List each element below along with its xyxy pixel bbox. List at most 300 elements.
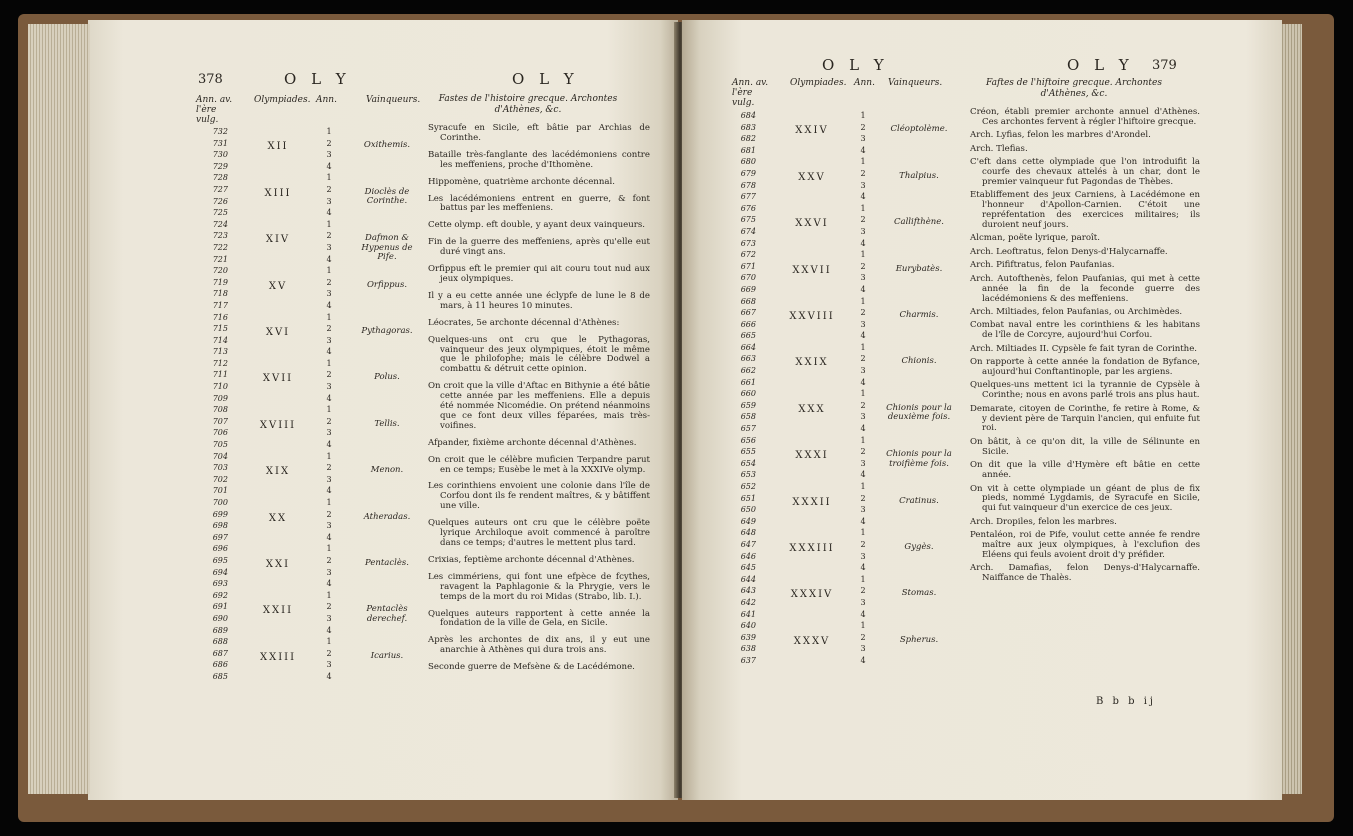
year-label: 706 <box>212 428 228 438</box>
year-label: 641 <box>740 609 756 619</box>
anno-label: 3 <box>326 660 332 670</box>
olympiad-numeral: XXII <box>262 605 294 617</box>
year-label: 699 <box>212 509 228 519</box>
anno-label: 2 <box>860 354 866 364</box>
year-label: 717 <box>212 300 228 310</box>
running-head: O L Y <box>822 56 889 74</box>
year-label: 642 <box>740 597 756 607</box>
olympiad-numeral: XXVIII <box>789 311 835 322</box>
anno-label: 2 <box>860 400 866 410</box>
year-label: 664 <box>740 342 756 352</box>
anno-label: 3 <box>326 567 332 577</box>
anno-label: 1 <box>326 544 332 554</box>
anno-label: 1 <box>326 173 332 183</box>
anno-label: 3 <box>326 521 332 531</box>
year-label: 644 <box>740 574 756 584</box>
year-label: 724 <box>212 219 228 229</box>
fasti-entry: Les lacédémoniens entrent en guerre, & font battus par les meffeniens. <box>428 193 650 214</box>
year-label: 657 <box>740 424 756 434</box>
year-label: 640 <box>740 621 756 631</box>
fasti-entry: On dit que la ville d'Hymère eft bâtie en cette année. <box>970 460 1200 481</box>
olympiad-numeral: XXVII <box>792 264 832 276</box>
year-label: 653 <box>740 470 756 480</box>
year-label: 661 <box>740 377 756 387</box>
year-label: 648 <box>740 528 756 538</box>
year-label: 722 <box>212 242 228 252</box>
year-label: 674 <box>740 226 756 236</box>
year-label: 668 <box>740 296 756 306</box>
anno-label: 4 <box>860 192 866 202</box>
victor-name: Spherus. <box>899 634 939 645</box>
anno-label: 1 <box>326 498 332 507</box>
col-header-victors: Vainqueurs. <box>888 78 943 88</box>
olympiad-numeral: XXIV <box>795 125 829 137</box>
anno-label: 4 <box>326 532 332 542</box>
fasti-entry: Combat naval entre les corinthiens & les habitans de l'île de Corcyre, aujourd'hui Corfou. <box>970 320 1200 341</box>
anno-label: 2 <box>326 324 332 334</box>
year-label: 646 <box>740 551 756 561</box>
year-label: 709 <box>212 393 228 403</box>
year-label: 678 <box>740 180 756 190</box>
col-header-olympiads: Olympiades. <box>790 78 847 88</box>
fasti-entry: Crixias, feptième archonte décennal d'Athènes. <box>428 554 635 565</box>
anno-label: 1 <box>326 405 332 415</box>
anno-label: 4 <box>326 486 332 496</box>
anno-label: 3 <box>326 335 332 345</box>
anno-label: 4 <box>326 393 332 403</box>
olympiad-numeral: XVII <box>262 373 294 385</box>
year-label: 726 <box>212 196 228 206</box>
anno-label: 3 <box>326 242 332 252</box>
anno-label: 3 <box>860 597 866 607</box>
year-label: 729 <box>212 161 228 171</box>
fasti-entry: Après les archontes de dix ans, il y eut une anarchie à Athènes qui dura trois ans. <box>428 635 650 656</box>
anno-label: 2 <box>326 602 332 612</box>
year-label: 708 <box>212 405 228 415</box>
anno-label: 3 <box>326 613 332 623</box>
anno-label: 2 <box>326 463 332 473</box>
anno-label: 4 <box>326 347 332 357</box>
anno-label: 3 <box>860 412 866 422</box>
anno-label: 2 <box>326 277 332 287</box>
year-label: 710 <box>212 382 228 392</box>
col-header-fasti: Fastes de l'histoire grecque. Archontes d'Athènes, &c. <box>438 94 618 115</box>
victor-name: Orfippus. <box>366 279 408 290</box>
year-label: 730 <box>212 150 228 160</box>
year-label: 720 <box>212 266 228 276</box>
anno-label: 1 <box>860 157 866 167</box>
fasti-entry: Les cimmériens, qui font une efpèce de fcythes, ravagent la Paphlagonie & la Phrygie, vers le temps de la mort du roi Midas (Strabo, lib. I.). <box>428 571 650 602</box>
year-label: 639 <box>740 632 756 642</box>
anno-label: 3 <box>860 458 866 468</box>
year-label: 693 <box>212 579 228 589</box>
anno-label: 4 <box>326 300 332 310</box>
year-label: 677 <box>740 192 756 202</box>
anno-label: 1 <box>860 621 866 631</box>
fasti-entry: Alcman, poëte lyrique, paroît. <box>970 233 1100 244</box>
year-label: 672 <box>740 250 756 260</box>
fasti-entry: Quelques-uns mettent ici la tyrannie de Cypsèle à Corinthe; nous en avons parlé trois ans plus haut. <box>970 380 1200 401</box>
fasti-entry: Quelques auteurs rapportent à cette année la fondation de la ville de Gela, en Sicile. <box>428 608 650 629</box>
year-label: 652 <box>740 482 756 491</box>
fasti-entry: Arch. Damafias, felon Denys-d'Halycarnaffe. Naiffance de Thalès. <box>970 563 1200 584</box>
anno-label: 4 <box>860 655 866 665</box>
year-label: 659 <box>740 400 756 410</box>
col-header-olympiads: Olympiades. <box>254 95 311 105</box>
victor-name: Charmis. <box>899 310 939 320</box>
anno-label: 2 <box>860 215 866 225</box>
anno-label: 4 <box>860 424 866 434</box>
year-label: 701 <box>212 486 228 496</box>
olympiad-numeral: XXXI <box>795 450 829 462</box>
fasti-entry: Arch. Leoftratus, felon Denys-d'Halycarnaffe. <box>970 246 1168 257</box>
year-label: 647 <box>740 539 756 549</box>
anno-label: 2 <box>860 261 866 271</box>
anno-label: 3 <box>326 428 332 438</box>
anno-label: 1 <box>860 574 866 584</box>
year-label: 663 <box>740 354 756 364</box>
fasti-entry: On croit que le célèbre muficien Terpandre parut en ce temps; Eusèbe le met à la XXXIVe olymp. <box>428 454 650 475</box>
anno-label: 1 <box>326 266 332 276</box>
anno-label: 3 <box>860 644 866 654</box>
olympiad-numeral: XXX <box>798 403 826 415</box>
year-label: 687 <box>212 648 228 658</box>
anno-label: 2 <box>326 231 332 241</box>
year-label: 681 <box>740 145 756 155</box>
anno-label: 2 <box>326 416 332 426</box>
year-label: 666 <box>740 319 756 329</box>
year-label: 712 <box>212 358 228 368</box>
fasti-entry: Fin de la guerre des meffeniens, après qu'elle eut duré vingt ans. <box>428 237 650 258</box>
year-label: 685 <box>212 671 228 681</box>
olympiad-numeral: XIX <box>265 466 291 478</box>
victor-name: Dafmon & Hypenus de Pife. <box>361 233 413 263</box>
anno-label: 1 <box>860 528 866 538</box>
year-label: 637 <box>740 655 756 665</box>
right-page-edges <box>1280 24 1302 794</box>
fasti-entry: On croit que la ville d'Aftac en Bithynie a été bâtie cette année par les meffeniens. Elle a depuis été nommée Nicomédie. On prétend néanmoins que ce font deux villes féparées, mais très-voifines. <box>428 381 650 431</box>
anno-label: 1 <box>860 435 866 445</box>
anno-label: 4 <box>326 671 332 681</box>
year-label: 700 <box>212 498 228 507</box>
anno-label: 3 <box>326 150 332 160</box>
anno-label: 2 <box>326 648 332 658</box>
col-header-victors: Vainqueurs. <box>366 95 421 105</box>
running-head: O L Y <box>512 70 579 88</box>
fasti-entry: Arch. Miltiades, felon Paufanias, ou Archimèdes. <box>970 306 1183 317</box>
year-label: 691 <box>212 602 228 612</box>
running-head: O L Y <box>1067 56 1134 74</box>
col-header-anno: Ann. <box>316 95 337 105</box>
year-label: 680 <box>740 157 756 167</box>
year-label: 704 <box>212 451 228 461</box>
anno-label: 2 <box>860 539 866 549</box>
year-label: 713 <box>212 347 228 357</box>
anno-label: 4 <box>326 208 332 218</box>
olympiad-numeral: XXI <box>265 559 291 570</box>
year-label: 651 <box>740 493 756 503</box>
year-label: 702 <box>212 474 228 484</box>
anno-label: 1 <box>326 127 332 136</box>
olympiad-numeral: XXXIV <box>790 589 834 601</box>
year-label: 645 <box>740 563 756 573</box>
fasti-entry: Cette olymp. eft double, y ayant deux vainqueurs. <box>428 220 646 231</box>
anno-label: 4 <box>860 563 866 573</box>
fasti-entry: Syracufe en Sicile, eft bâtie par Archias de Corinthe. <box>428 123 650 143</box>
year-label: 655 <box>740 447 756 457</box>
fasti-entry: Seconde guerre de Mefsène & de Lacédémone. <box>428 662 635 673</box>
anno-label: 1 <box>860 203 866 213</box>
fasti-text <box>428 124 650 680</box>
anno-label: 4 <box>326 579 332 589</box>
victor-name: Callifthène. <box>894 217 944 228</box>
year-label: 684 <box>740 111 756 120</box>
olympiad-numeral: XV <box>268 280 288 292</box>
year-label: 705 <box>212 440 228 450</box>
anno-label: 2 <box>326 184 332 194</box>
year-label: 669 <box>740 284 756 294</box>
year-label: 673 <box>740 238 756 248</box>
anno-label: 3 <box>860 134 866 144</box>
fasti-entry: Arch. Dropiles, felon les marbres. <box>970 516 1117 527</box>
anno-label: 2 <box>860 308 866 318</box>
year-column <box>726 110 756 667</box>
left-page-edges-front <box>28 24 90 794</box>
fasti-entry: Bataille très-fanglante des lacédémoniens contre les meffeniens, proche d'Ithomène. <box>428 149 650 170</box>
anno-label: 1 <box>326 590 332 600</box>
anno-label: 3 <box>326 289 332 299</box>
victor-name: Eurybatès. <box>895 263 943 274</box>
fasti-entry: On bâtit, à ce qu'on dit, la ville de Sélinunte en Sicile. <box>970 436 1200 457</box>
victor-name: Stomas. <box>901 588 937 599</box>
left-page <box>88 20 678 800</box>
anno-label: 2 <box>860 493 866 503</box>
victor-name: Chionis pour la troifième fois. <box>886 449 952 469</box>
year-label: 715 <box>212 324 228 334</box>
anno-label: 1 <box>326 219 332 229</box>
col-header-year: Ann. av. l'ère vulg. <box>196 95 233 125</box>
victor-name: Thalpius. <box>899 170 939 181</box>
anno-label: 3 <box>860 366 866 376</box>
fasti-entry: Créon, établi premier archonte annuel d'Athènes. Ces archontes fervent à régler l'hiftoire grecque. <box>970 107 1200 127</box>
anno-label: 2 <box>326 370 332 380</box>
anno-label: 2 <box>860 632 866 642</box>
fasti-entry: Les corinthiens envoient une colonie dans l'île de Corfou dont ils fe rendent maîtres, & y bâtiffent une ville. <box>428 481 650 512</box>
victor-name: Pentaclès. <box>365 558 409 568</box>
victor-name: Polus. <box>374 372 400 383</box>
fasti-entry: Etabliffement des jeux Carniens, à Lacédémone en l'honneur d'Apollon-Carnien. C'étoit une repréfentation des exercices militaires; ils duroient neuf jours. <box>970 190 1200 231</box>
fasti-entry: Il y a eu cette année une éclypfe de lune le 8 de mars, à 11 heures 10 minutes. <box>428 290 650 311</box>
year-label: 686 <box>212 660 228 670</box>
anno-label: 4 <box>326 625 332 635</box>
anno-label: 3 <box>860 505 866 515</box>
year-label: 660 <box>740 389 756 399</box>
year-label: 638 <box>740 644 756 654</box>
anno-label: 4 <box>860 516 866 526</box>
anno-label: 3 <box>860 319 866 329</box>
year-label: 728 <box>212 173 228 183</box>
anno-label: 4 <box>860 609 866 619</box>
anno-label: 4 <box>326 161 332 171</box>
page-number: 379 <box>1152 58 1177 73</box>
anno-label: 4 <box>326 440 332 450</box>
fasti-text <box>970 108 1200 588</box>
year-label: 707 <box>212 416 228 426</box>
anno-label: 3 <box>326 196 332 206</box>
anno-label: 3 <box>860 273 866 283</box>
victor-name: Pentaclès derechef. <box>366 604 408 624</box>
year-label: 721 <box>212 254 228 264</box>
fasti-entry: Léocrates, 5e archonte décennal d'Athènes: <box>428 317 620 328</box>
anno-label: 1 <box>326 358 332 368</box>
fasti-entry: Arch. Lyfias, felon les marbres d'Arondel. <box>970 130 1151 141</box>
anno-label: 2 <box>860 168 866 178</box>
year-column <box>198 126 228 683</box>
anno-column <box>324 126 334 683</box>
year-label: 731 <box>212 138 228 148</box>
victor-name: Oxithemis. <box>363 140 411 151</box>
victor-name: Pythagoras. <box>361 326 413 336</box>
victor-name: Cléoptolème. <box>890 124 948 135</box>
olympiad-numeral: XII <box>267 141 289 153</box>
year-label: 716 <box>212 312 228 322</box>
fasti-entry: Demarate, citoyen de Corinthe, fe retire à Rome, & y devient père de Tarquin l'ancien, qui enfuite fut roi. <box>970 403 1200 434</box>
anno-label: 1 <box>326 451 332 461</box>
year-label: 695 <box>212 555 228 565</box>
year-label: 727 <box>212 184 228 194</box>
anno-label: 3 <box>860 551 866 561</box>
col-header-year: Ann. av. l'ère vulg. <box>732 78 769 108</box>
fasti-entry: On vit à cette olympiade un géant de plus de fix pieds, nommé Lygdamis, de Syracufe en Sicile, qui fut vainqueur d'un exercice de ces jeux. <box>970 483 1200 514</box>
fasti-entry: Quelques auteurs ont cru que le célèbre poëte lyrique Archiloque avoit commencé à paroître dans ce temps; d'autres le mettent plus tard. <box>428 518 650 548</box>
page-number: 378 <box>198 72 223 87</box>
anno-label: 4 <box>860 470 866 480</box>
year-label: 723 <box>212 231 228 241</box>
olympiad-numeral: XIV <box>265 234 291 246</box>
right-page <box>682 20 1282 800</box>
year-label: 711 <box>212 370 228 380</box>
anno-label: 3 <box>860 226 866 236</box>
olympiad-numeral: XVI <box>265 327 291 338</box>
fasti-entry: Pentaléon, roi de Pife, voulut cette année fe rendre maître aux jeux olympiques, à l'exclufion des Eléens qui feuls avoient droit d'y préfider. <box>970 530 1200 560</box>
olympiad-numeral: XXXIII <box>789 543 835 554</box>
anno-label: 2 <box>860 586 866 596</box>
year-label: 718 <box>212 289 228 299</box>
year-label: 697 <box>212 532 228 542</box>
anno-label: 3 <box>326 474 332 484</box>
victor-name: Chionis pour la deuxième fois. <box>886 402 952 423</box>
year-label: 676 <box>740 203 756 213</box>
year-label: 690 <box>212 613 228 623</box>
year-label: 714 <box>212 335 228 345</box>
anno-label: 2 <box>860 447 866 457</box>
olympiad-numeral: XX <box>268 512 288 524</box>
olympiad-numeral: XXIX <box>795 357 829 369</box>
anno-label: 4 <box>860 145 866 155</box>
year-label: 683 <box>740 122 756 132</box>
signature-mark: B b b ij <box>1096 696 1156 707</box>
victor-name: Atheradas. <box>363 511 411 522</box>
year-label: 662 <box>740 366 756 376</box>
year-label: 649 <box>740 516 756 526</box>
fasti-entry: Arch. Autofthenès, felon Paufanias, qui met à cette année la fin de la feconde guerre des lacédémoniens & des meffeniens. <box>970 273 1200 304</box>
year-label: 650 <box>740 505 756 515</box>
year-label: 688 <box>212 637 228 647</box>
year-label: 698 <box>212 521 228 531</box>
anno-label: 1 <box>860 111 866 120</box>
anno-column <box>858 110 868 667</box>
fasti-entry: On rapporte à cette année la fondation de Byfance, aujourd'hui Conftantinople, par les argiens. <box>970 357 1200 377</box>
year-label: 654 <box>740 458 756 468</box>
year-label: 682 <box>740 134 756 144</box>
year-label: 692 <box>212 590 228 600</box>
anno-label: 2 <box>326 555 332 565</box>
anno-label: 4 <box>326 254 332 264</box>
year-label: 689 <box>212 625 228 635</box>
col-header-fasti: Faftes de l'hiftoire grecque. Archontes d'Athènes, &c. <box>986 78 1162 99</box>
anno-label: 1 <box>860 482 866 491</box>
year-label: 671 <box>740 261 756 271</box>
olympiad-numeral: XXV <box>798 171 826 183</box>
olympiad-numeral: XXXV <box>793 635 831 647</box>
year-label: 719 <box>212 277 228 287</box>
fasti-entry: C'eft dans cette olympiade que l'on introduifit la courfe des chevaux attelés à un char, dont le premier vainqueur fut Pagondas de Thèbes. <box>970 157 1200 187</box>
fasti-entry: Quelques-uns ont cru que le Pythagoras, vainqueur des jeux olympiques, étoit le même que le philofophe; mais le célèbre Dodwel a combattu & détruit cette opinion. <box>428 334 650 375</box>
year-label: 658 <box>740 412 756 422</box>
fasti-entry: Hippomène, quatrième archonte décennal. <box>428 176 615 187</box>
year-label: 703 <box>212 463 228 473</box>
anno-label: 1 <box>860 296 866 306</box>
year-label: 665 <box>740 331 756 341</box>
anno-label: 4 <box>860 377 866 387</box>
olympiad-numeral: XXXII <box>792 496 832 508</box>
anno-label: 3 <box>326 382 332 392</box>
olympiad-numeral: XXVI <box>795 218 829 230</box>
victor-name: Cratinus. <box>899 495 939 506</box>
fasti-entry: Orfippus eft le premier qui ait couru tout nud aux jeux olympiques. <box>428 264 650 284</box>
year-label: 670 <box>740 273 756 283</box>
year-label: 679 <box>740 168 756 178</box>
victor-name: Menon. <box>370 465 404 476</box>
anno-label: 2 <box>326 138 332 148</box>
olympiad-numeral: XIII <box>264 187 292 199</box>
fasti-entry: Arch. Miltiades II. Cypsèle fe fait tyran de Corinthe. <box>970 343 1198 354</box>
year-label: 694 <box>212 567 228 577</box>
olympiad-numeral: XXIII <box>259 651 297 663</box>
year-label: 667 <box>740 308 756 318</box>
anno-label: 1 <box>860 389 866 399</box>
anno-label: 1 <box>326 312 332 322</box>
year-label: 675 <box>740 215 756 225</box>
anno-label: 1 <box>860 250 866 260</box>
year-label: 696 <box>212 544 228 554</box>
anno-label: 1 <box>860 342 866 352</box>
year-label: 656 <box>740 435 756 445</box>
anno-label: 4 <box>860 238 866 248</box>
running-head: O L Y <box>284 70 351 88</box>
anno-label: 4 <box>860 284 866 294</box>
fasti-entry: Arch. Pififtratus, felon Paufanias. <box>970 260 1115 271</box>
col-header-anno: Ann. <box>854 78 875 88</box>
victor-name: Icarius. <box>370 650 404 661</box>
anno-label: 2 <box>860 122 866 132</box>
year-label: 732 <box>212 127 228 136</box>
year-label: 643 <box>740 586 756 596</box>
olympiad-numeral: XVIII <box>259 419 297 431</box>
victor-name: Dioclès de Corinthe. <box>364 186 410 207</box>
anno-label: 2 <box>326 509 332 519</box>
victor-name: Gygès. <box>904 542 934 552</box>
